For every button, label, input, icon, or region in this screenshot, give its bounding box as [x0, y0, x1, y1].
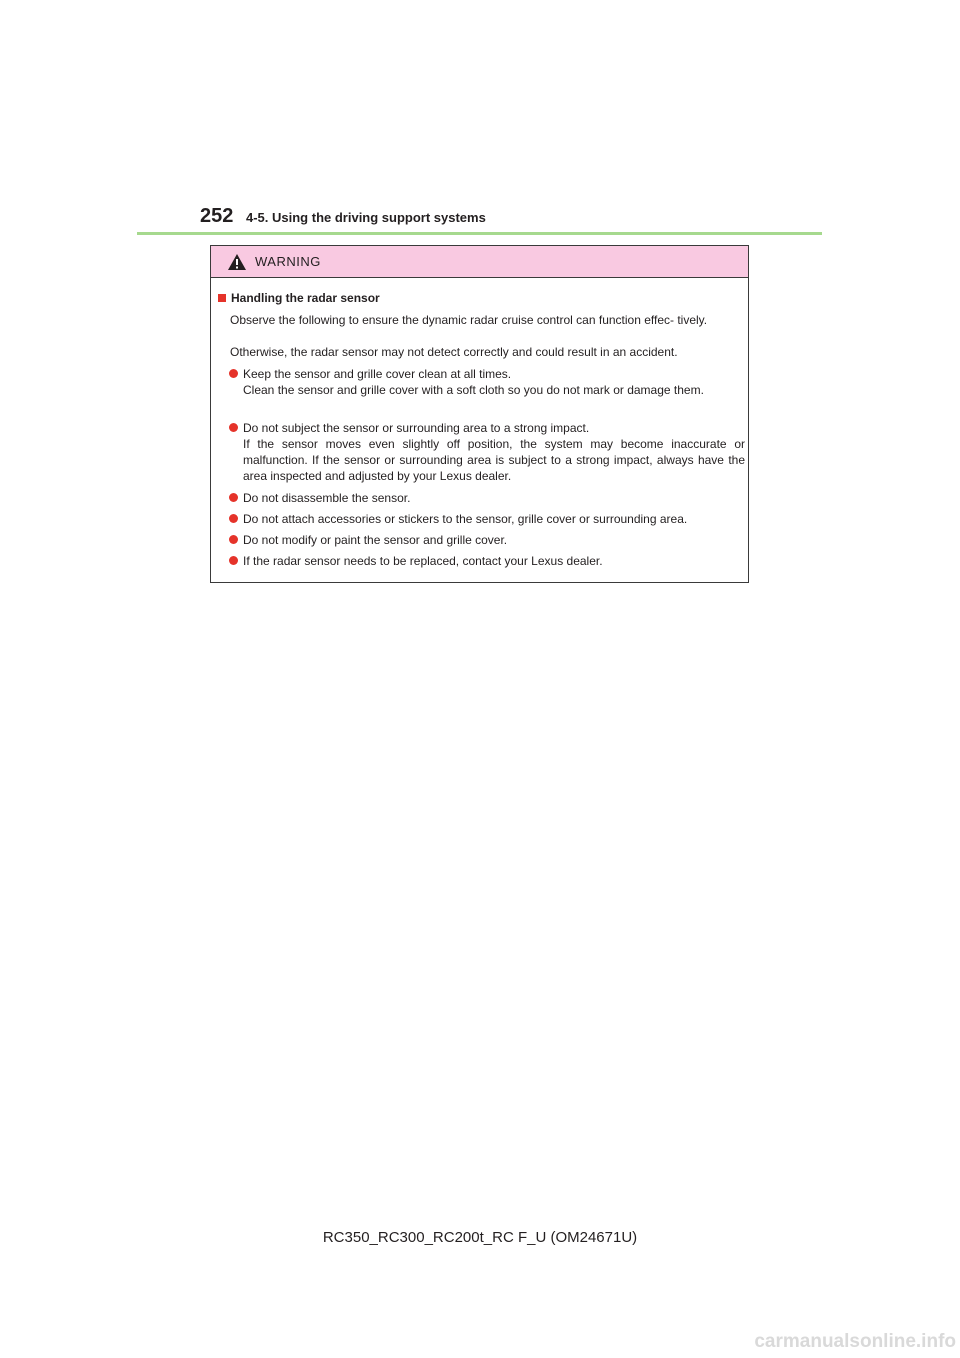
intro-paragraph-2: Otherwise, the radar sensor may not detect correctly and could result in an accident.	[230, 345, 678, 359]
bullet-dot-icon	[229, 423, 238, 432]
bullet-item	[229, 490, 745, 506]
bullet-item	[229, 420, 745, 484]
bullet-line: Do not modify or paint the sensor and grille cover.	[243, 533, 508, 547]
bullet-dot-icon	[229, 514, 238, 523]
bullet-item	[229, 532, 745, 548]
warning-triangle-icon	[227, 253, 247, 271]
bullet-line: Do not disassemble the sensor.	[243, 491, 411, 505]
warning-subheading-text: Handling the radar sensor	[231, 291, 380, 305]
model-code-footer: RC350_RC300_RC200t_RC F_U (OM24671U)	[322, 1229, 638, 1246]
section-title: 4-5. Using the driving support systems	[246, 210, 486, 225]
bullet-item	[229, 366, 745, 398]
bullet-line: If the sensor moves even slightly off position, the system may become inaccurate or malfunction. If the sensor or surrounding area is subject to a strong impact, always have the area inspected and adjusted by your Lexus dealer.	[243, 437, 745, 483]
bullet-dot-icon	[229, 493, 238, 502]
bullet-dot-icon	[229, 369, 238, 378]
square-bullet-icon	[218, 294, 226, 302]
warning-title: WARNING	[255, 254, 321, 269]
bullet-line: Do not attach accessories or stickers to the sensor, grille cover or surrounding area.	[243, 512, 688, 526]
bullet-item	[229, 511, 745, 527]
page-number: 252	[200, 205, 234, 227]
intro-paragraph-1: Observe the following to ensure the dynamic radar cruise control can function effec- tively.	[230, 313, 708, 327]
bullet-line: Keep the sensor and grille cover clean at all times.	[243, 367, 512, 381]
bullet-item	[229, 553, 745, 569]
warning-header	[211, 246, 748, 278]
warning-box	[210, 245, 749, 583]
bullet-line: Clean the sensor and grille cover with a soft cloth so you do not mark or damage them.	[243, 383, 704, 397]
site-watermark: carmanualsonline.info	[754, 1331, 956, 1352]
page-header	[200, 203, 820, 231]
bullet-line: If the radar sensor needs to be replaced, contact your Lexus dealer.	[243, 554, 603, 568]
bullet-dot-icon	[229, 535, 238, 544]
header-rule	[137, 232, 822, 235]
bullet-line: Do not subject the sensor or surrounding area to a strong impact.	[243, 421, 590, 435]
warning-subheading	[218, 290, 380, 306]
bullet-dot-icon	[229, 556, 238, 565]
